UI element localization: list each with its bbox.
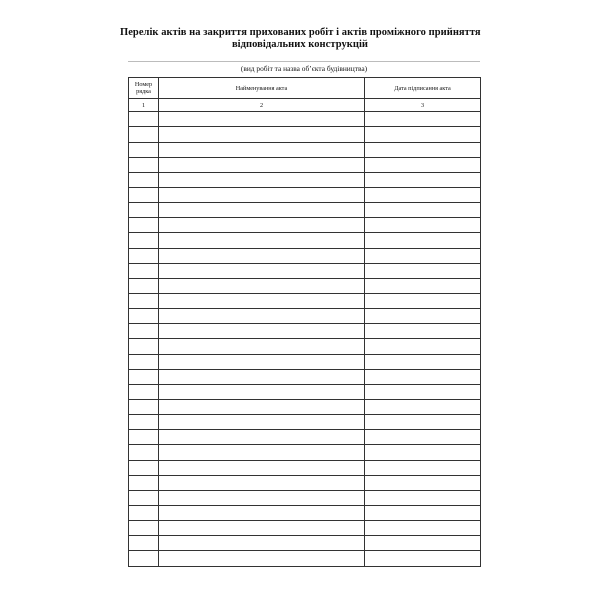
signing-date-cell	[365, 521, 481, 536]
signing-date-cell	[365, 324, 481, 339]
act-name-cell	[159, 263, 365, 278]
table-row	[129, 142, 481, 157]
act-name-cell	[159, 218, 365, 233]
row-number-cell	[129, 218, 159, 233]
act-name-cell	[159, 294, 365, 309]
row-number-cell	[129, 309, 159, 324]
row-number-cell	[129, 551, 159, 567]
act-name-cell	[159, 521, 365, 536]
row-number-cell	[129, 536, 159, 551]
act-name-cell	[159, 188, 365, 203]
act-name-cell	[159, 233, 365, 248]
table-row	[129, 490, 481, 505]
table-row	[129, 384, 481, 399]
row-number-cell	[129, 415, 159, 430]
table-row	[129, 475, 481, 490]
act-name-cell	[159, 203, 365, 218]
act-name-cell	[159, 112, 365, 127]
signing-date-cell	[365, 248, 481, 263]
signing-date-cell	[365, 278, 481, 293]
table-row	[129, 445, 481, 460]
header-act-name	[159, 78, 365, 99]
row-number-cell	[129, 354, 159, 369]
act-name-cell	[159, 157, 365, 172]
row-number-cell	[129, 521, 159, 536]
row-number-cell	[129, 400, 159, 415]
signing-date-cell	[365, 369, 481, 384]
signing-date-cell	[365, 551, 481, 567]
table-row	[129, 157, 481, 172]
table-row	[129, 505, 481, 520]
signing-date-cell	[365, 490, 481, 505]
table-row	[129, 354, 481, 369]
table-row	[129, 324, 481, 339]
act-name-cell	[159, 536, 365, 551]
signing-date-cell	[365, 203, 481, 218]
table-row	[129, 263, 481, 278]
signing-date-cell	[365, 400, 481, 415]
row-number-cell	[129, 384, 159, 399]
act-name-cell	[159, 475, 365, 490]
act-name-cell	[159, 460, 365, 475]
header-act-name-label: Найменування акта	[235, 84, 288, 92]
table-row	[129, 400, 481, 415]
signing-date-cell	[365, 263, 481, 278]
column-number-2: 2	[159, 99, 365, 112]
page-title	[120, 27, 480, 51]
row-number-cell	[129, 157, 159, 172]
table-row	[129, 309, 481, 324]
column-number-3: 3	[365, 99, 481, 112]
row-number-cell	[129, 339, 159, 354]
column-number-1: 1	[129, 99, 159, 112]
table-row	[129, 188, 481, 203]
signing-date-cell	[365, 172, 481, 187]
table-row	[129, 460, 481, 475]
row-number-cell	[129, 233, 159, 248]
act-name-cell	[159, 384, 365, 399]
table-row	[129, 248, 481, 263]
signing-date-cell	[365, 188, 481, 203]
table-row	[129, 218, 481, 233]
header-row-number-line-1: Номер	[134, 81, 153, 89]
act-name-cell	[159, 430, 365, 445]
table-row	[129, 551, 481, 567]
act-name-cell	[159, 551, 365, 567]
act-name-cell	[159, 127, 365, 142]
row-number-cell	[129, 475, 159, 490]
signing-date-cell	[365, 218, 481, 233]
row-number-cell	[129, 490, 159, 505]
signing-date-cell	[365, 294, 481, 309]
signing-date-cell	[365, 430, 481, 445]
row-number-cell	[129, 445, 159, 460]
table-row	[129, 127, 481, 142]
acts-table-body	[129, 78, 481, 567]
table-row	[129, 172, 481, 187]
table-row	[129, 369, 481, 384]
row-number-cell	[129, 460, 159, 475]
act-name-cell	[159, 339, 365, 354]
row-number-cell	[129, 248, 159, 263]
row-number-cell	[129, 112, 159, 127]
row-number-cell	[129, 127, 159, 142]
act-name-cell	[159, 415, 365, 430]
table-row	[129, 233, 481, 248]
signing-date-cell	[365, 112, 481, 127]
act-name-cell	[159, 248, 365, 263]
row-number-cell	[129, 142, 159, 157]
signing-date-cell	[365, 339, 481, 354]
table-row	[129, 430, 481, 445]
row-number-cell	[129, 324, 159, 339]
table-row	[129, 112, 481, 127]
signing-date-cell	[365, 445, 481, 460]
row-number-cell	[129, 263, 159, 278]
table-row	[129, 294, 481, 309]
row-number-cell	[129, 294, 159, 309]
table-row	[129, 415, 481, 430]
row-number-cell	[129, 505, 159, 520]
header-signing-date	[365, 78, 481, 99]
table-row	[129, 278, 481, 293]
act-name-cell	[159, 142, 365, 157]
row-number-cell	[129, 188, 159, 203]
table-header-row	[129, 78, 481, 99]
act-name-cell	[159, 172, 365, 187]
table-row	[129, 536, 481, 551]
subtitle-caption: (вид робіт та назва об’єкта будівництва)	[240, 64, 368, 73]
act-name-cell	[159, 324, 365, 339]
subtitle-underline	[128, 61, 480, 62]
act-name-cell	[159, 309, 365, 324]
row-number-cell	[129, 278, 159, 293]
row-number-cell	[129, 369, 159, 384]
header-signing-date-label: Дата підписання акта	[394, 84, 451, 92]
signing-date-cell	[365, 460, 481, 475]
signing-date-cell	[365, 309, 481, 324]
act-name-cell	[159, 354, 365, 369]
signing-date-cell	[365, 142, 481, 157]
page-title-line-1: Перелік актів на закриття прихованих робіт і актів проміжного прийняття	[120, 27, 481, 38]
act-name-cell	[159, 400, 365, 415]
signing-date-cell	[365, 415, 481, 430]
act-name-cell	[159, 445, 365, 460]
row-number-cell	[129, 430, 159, 445]
signing-date-cell	[365, 127, 481, 142]
signing-date-cell	[365, 475, 481, 490]
act-name-cell	[159, 505, 365, 520]
column-number-row	[129, 99, 481, 112]
table-row	[129, 521, 481, 536]
signing-date-cell	[365, 384, 481, 399]
signing-date-cell	[365, 157, 481, 172]
signing-date-cell	[365, 233, 481, 248]
signing-date-cell	[365, 536, 481, 551]
table-row	[129, 203, 481, 218]
header-row-number-line-2: рядка	[136, 88, 151, 96]
signing-date-cell	[365, 354, 481, 369]
signing-date-cell	[365, 505, 481, 520]
act-name-cell	[159, 369, 365, 384]
row-number-cell	[129, 203, 159, 218]
page-title-line-2: відповідальних конструкцій	[231, 39, 369, 50]
row-number-cell	[129, 172, 159, 187]
acts-table	[128, 77, 481, 567]
act-name-cell	[159, 278, 365, 293]
header-row-number	[129, 78, 159, 99]
act-name-cell	[159, 490, 365, 505]
table-row	[129, 339, 481, 354]
